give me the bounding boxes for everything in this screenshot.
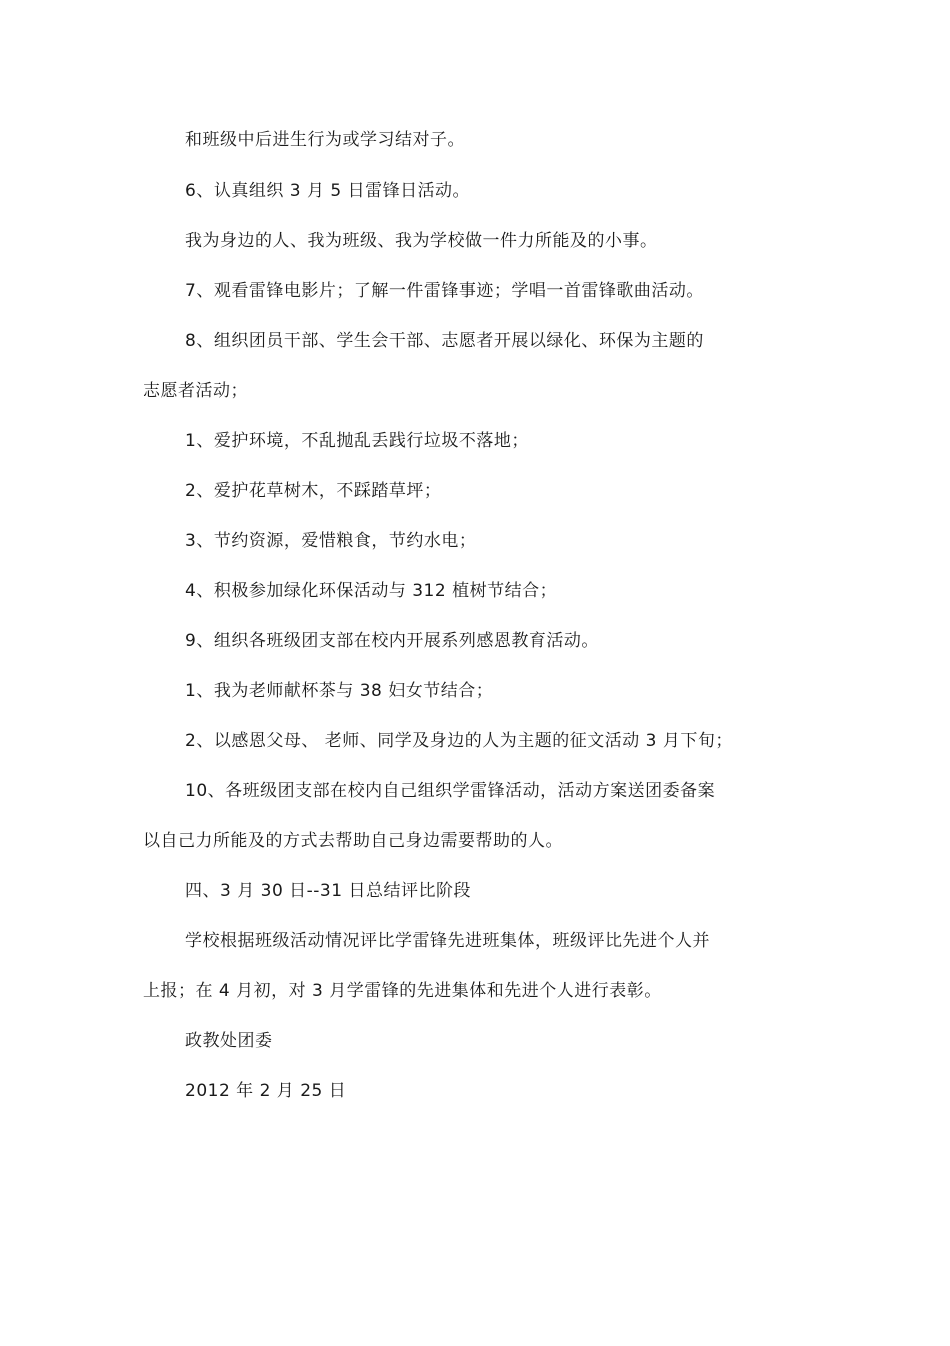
paragraph-line: 8、组织团员干部、学生会干部、志愿者开展以绿化、环保为主题的 (185, 331, 704, 351)
list-item: 3、节约资源，爱惜粮食，节约水电； (185, 531, 477, 551)
paragraph-line: 和班级中后进生行为或学习结对子。 (185, 130, 465, 150)
paragraph-line: 7、观看雷锋电影片；了解一件雷锋事迹；学唱一首雷锋歌曲活动。 (185, 281, 704, 301)
paragraph-line: 10、各班级团支部在校内自己组织学雷锋活动，活动方案送团委备案 (185, 781, 716, 801)
list-item: 2、爱护花草树木，不踩踏草坪； (185, 481, 442, 501)
paragraph-line: 我为身边的人、我为班级、我为学校做一件力所能及的小事。 (185, 231, 658, 251)
paragraph-line: 以自己力所能及的方式去帮助自己身边需要帮助的人。 (143, 831, 563, 851)
paragraph-line: 志愿者活动； (143, 381, 248, 401)
paragraph-line: 9、组织各班级团支部在校内开展系列感恩教育活动。 (185, 631, 599, 651)
signature-date: 2012 年 2 月 25 日 (185, 1081, 347, 1101)
section-heading: 四、3 月 30 日--31 日总结评比阶段 (185, 881, 471, 901)
list-item: 2、以感恩父母、 老师、同学及身边的人为主题的征文活动 3 月下旬； (185, 731, 733, 751)
list-item: 4、积极参加绿化环保活动与 312 植树节结合； (185, 581, 558, 601)
list-item: 1、我为老师献杯茶与 38 妇女节结合； (185, 681, 494, 701)
paragraph-line: 6、认真组织 3 月 5 日雷锋日活动。 (185, 181, 471, 201)
paragraph-line: 学校根据班级活动情况评比学雷锋先进班集体，班级评比先进个人并 (185, 931, 710, 951)
list-item: 1、爱护环境，不乱抛乱丢践行垃圾不落地； (185, 431, 529, 451)
signature-organization: 政教处团委 (185, 1031, 273, 1051)
paragraph-line: 上报；在 4 月初，对 3 月学雷锋的先进集体和先进个人进行表彰。 (143, 981, 662, 1001)
